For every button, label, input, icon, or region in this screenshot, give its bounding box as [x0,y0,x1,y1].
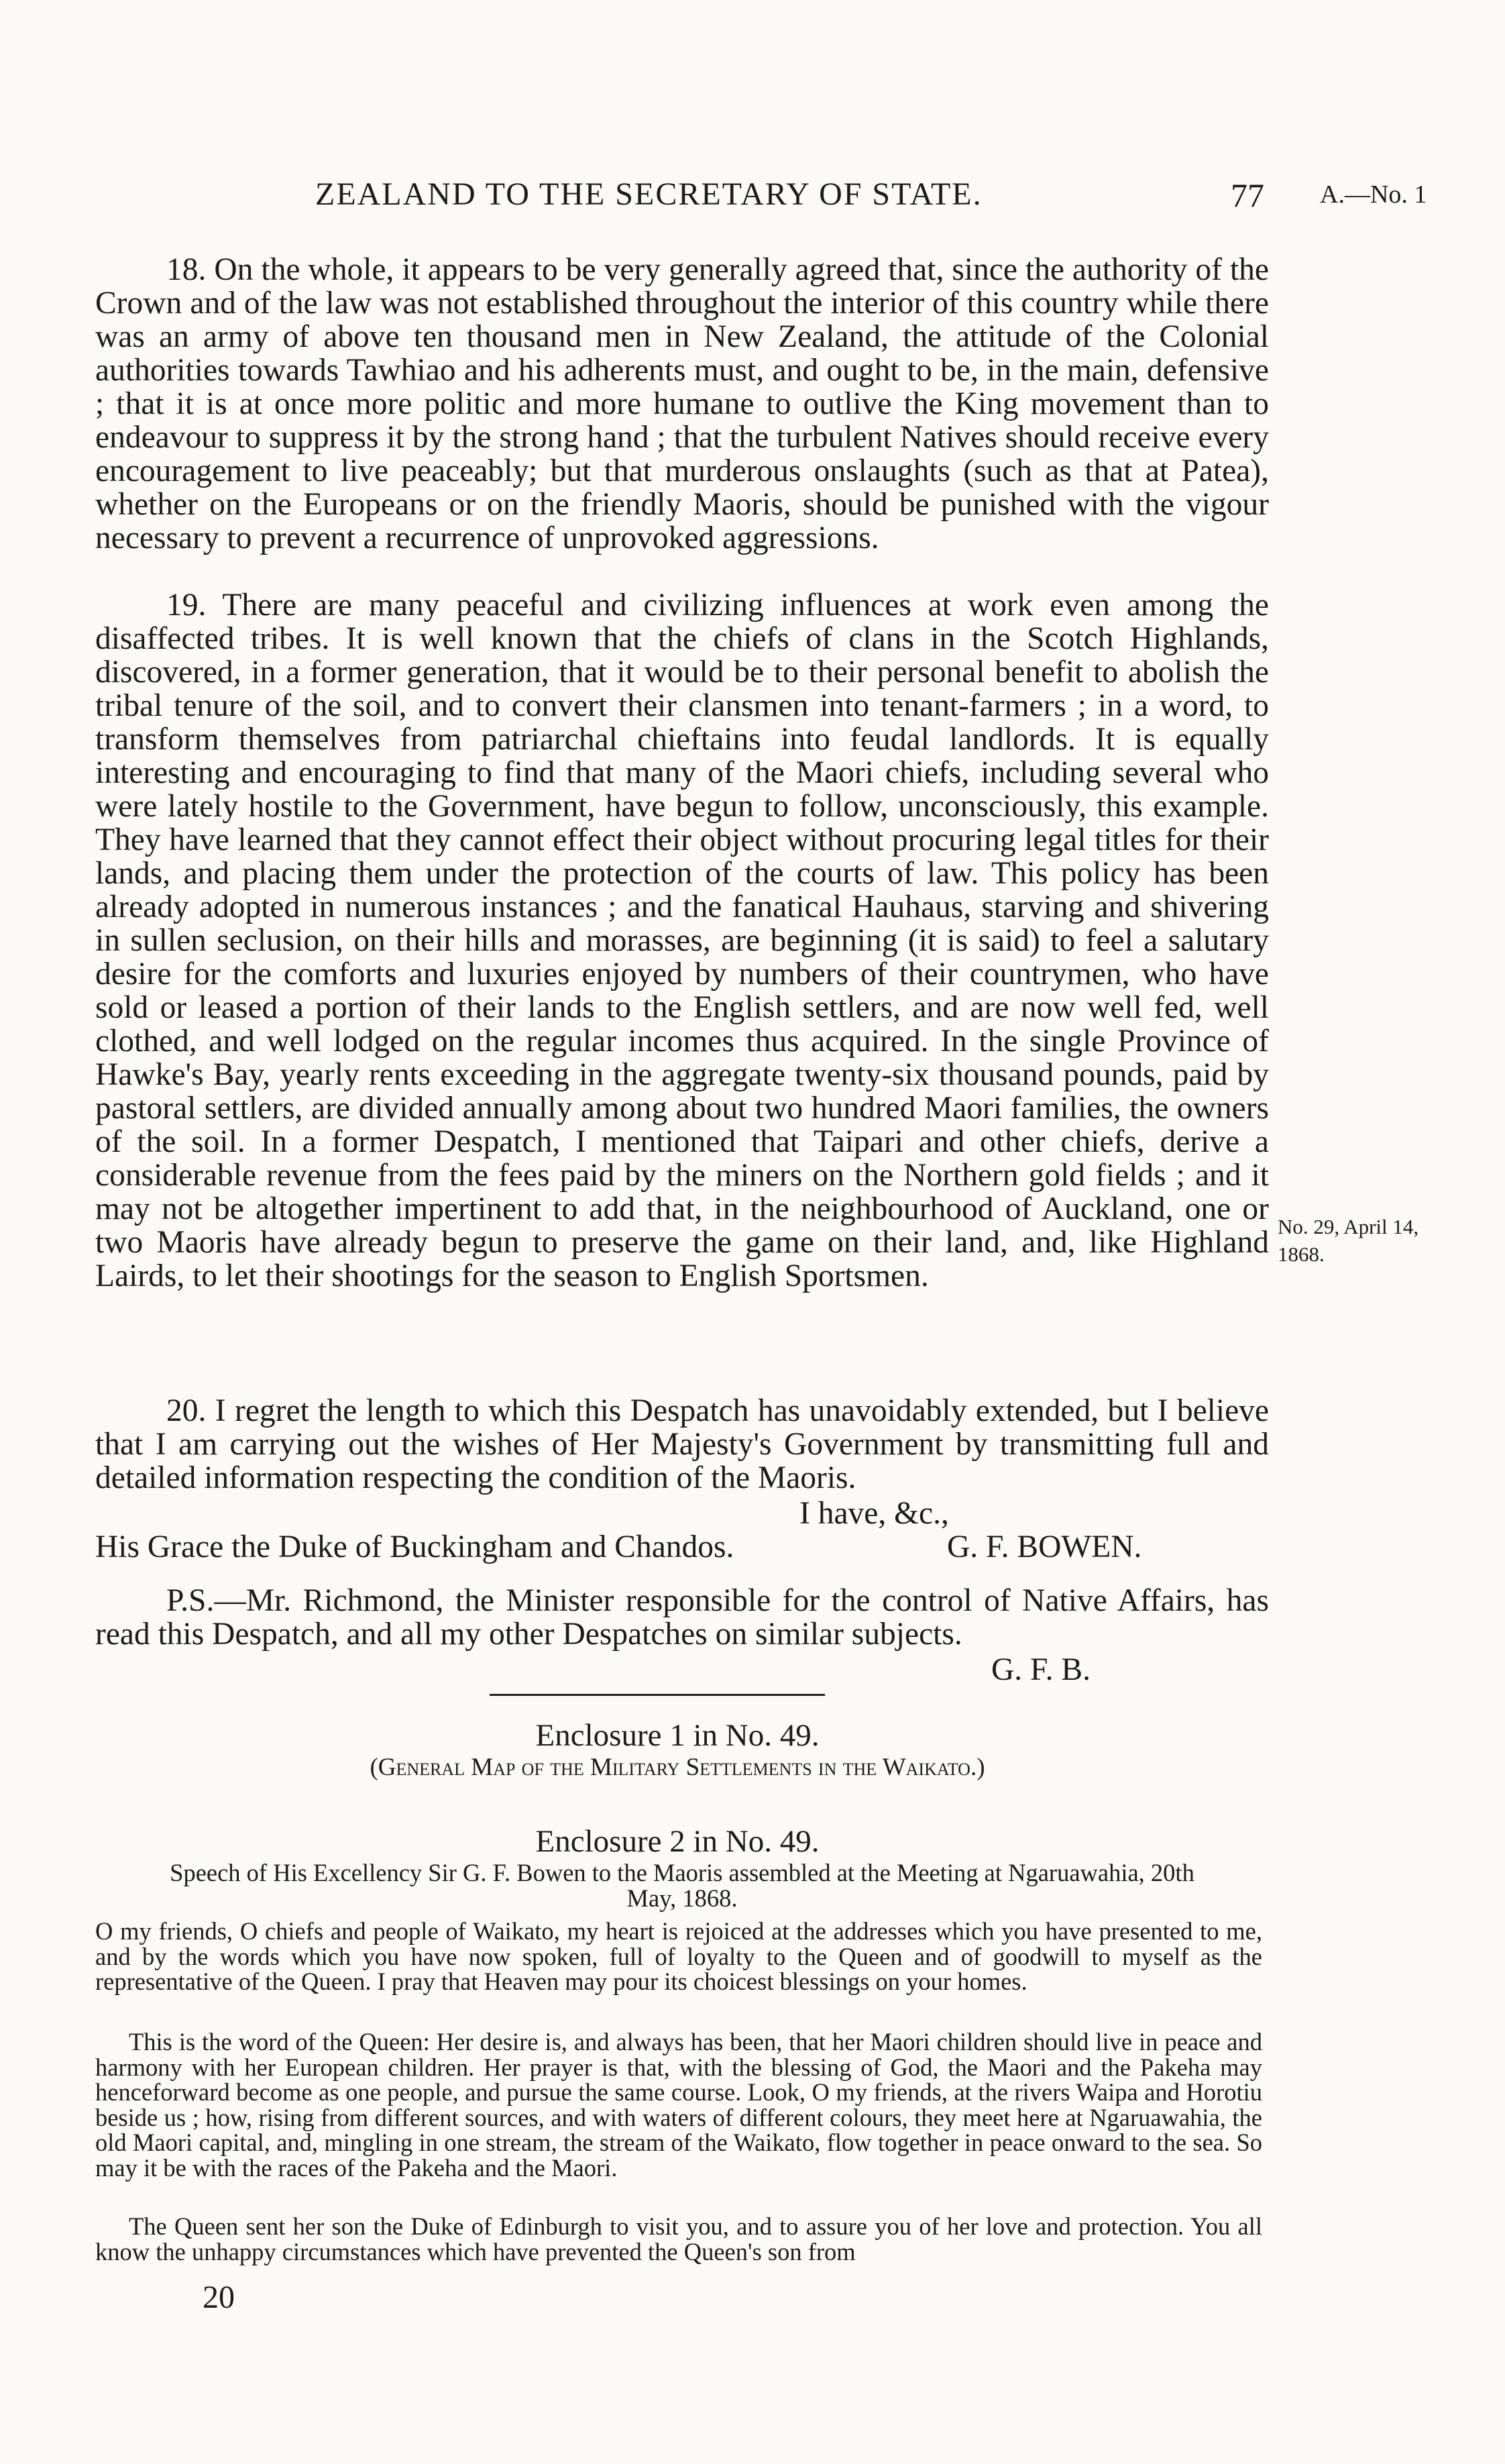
printer-signature-mark: 20 [203,2280,235,2315]
enclosure-1-title: Enclosure 1 in No. 49. [535,1718,820,1753]
signature: G. F. BOWEN. [947,1530,1142,1564]
page-number: 77 [1231,176,1264,214]
section-divider [490,1694,825,1696]
postscript-initials: G. F. B. [991,1652,1091,1687]
paragraph-20: 20. I regret the length to which this Despatch has unavoidably extended, but I believe that I am carrying out the wishes of Her Majesty's Government by transmitting full and detailed information respecting the condition of the Maoris. [95,1393,1269,1495]
postscript: P.S.—Mr. Richmond, the Minister responsible for the control of Native Affairs, has read this Despatch, and all my other Despatches on similar subjects. [95,1583,1269,1652]
speech-heading: Speech of His Excellency Sir G. F. Bowen to the Maoris assembled at the Meeting at Ngaruawahia, 20th May, 1868. [170,1859,1194,1912]
margin-note [1278,1213,1499,1268]
paragraph-19: 19. There are many peaceful and civilizing influences at work even among the disaffected tribes. It is well known that the chiefs of clans in the Scotch Highlands, discovered, in a former generation, that it would be to their personal benefit to abolish the tribal tenure of the soil, and to convert their clansmen into tenant-farmers ; in a word, to transform themselves from patriarchal chieftains into feudal landlords. It is equally interesting and encouraging to find that many of the Maori chiefs, including several who were lately hostile to the Government, have begun to follow, unconsciously, this example. They have learned that they cannot effect their object without procuring legal titles for their lands, and placing them under the protection of the courts of law. This policy has been already adopted in numerous instances ; and the fanatical Hauhaus, starving and shivering in sullen seclusion, on their hills and morasses, are beginning (it is said) to feel a salutary desire for the comforts and luxuries enjoyed by numbers of their countrymen, who have sold or leased a portion of their lands to the English settlers, and are now well fed, well clothed, and well lodged on the regular incomes thus acquired. In the single Province of Hawke's Bay, yearly rents exceeding in the aggregate twenty-six thousand pounds, paid by pastoral settlers, are divided annually among about two hundred Maori families, the owners of the soil. In a former Despatch, I mentioned that Taipari and other chiefs, derive a considerable revenue from the fees paid by the miners on the Northern gold fields ; and it may not be altogether impertinent to add that, in the neighbourhood of Auckland, one or two Maoris have already begun to preserve the game on their land, and, like Highland Lairds, to let their shootings for the season to English Sportsmen. [95,588,1269,1293]
running-title: ZEALAND TO THE SECRETARY OF STATE. [315,176,983,212]
speech-paragraph-1: O my friends, O chiefs and people of Waikato, my heart is rejoiced at the addresses which you have presented to me, and by the words which you have now spoken, full of loyalty to the Queen and of goodwill to myself as the representative of the Queen. I pray that Heaven may pour its choicest blessings on your homes. [95,1917,1262,1996]
enclosure-1-subtitle: (General Map of the Military Settlements in the Waikato.) [370,1754,985,1781]
despatch-closing [95,1497,1269,1564]
speech-paragraph-2: This is the word of the Queen: Her desire is, and always has been, that her Maori children should live in peace and harmony with her European children. Her prayer is that, with the blessing of God, the Maori and the Pakeha may henceforward become as one people, and pursue the same course. Look, O my friends, at the rivers Waipa and Horotiu beside us ; how, rising from different sources, and with waters of different colours, they meet here at Ngaruawahia, the old Maori capital, and, mingling in one stream, the stream of the Waikato, flow together in peace onward to the sea. So may it be with the races of the Pakeha and the Maori. [95,2028,1262,2182]
enclosure-2-title: Enclosure 2 in No. 49. [535,1824,820,1859]
margin-note-year: 1868. [1278,1242,1325,1266]
running-header [0,176,1505,216]
margin-note-ref: No. 29, April 14, [1278,1215,1419,1238]
addressee: His Grace the Duke of Buckingham and Chandos. [95,1530,734,1564]
closing-phrase: I have, &c., [799,1496,949,1531]
speech-paragraph-3: The Queen sent her son the Duke of Edinburgh to visit you, and to assure you of her love and protection. You all know the unhappy circumstances which have prevented the Queen's son from [95,2212,1262,2265]
document-reference: A.—No. 1 [1320,180,1427,209]
paragraph-18: 18. On the whole, it appears to be very generally agreed that, since the authority of the Crown and of the law was not established throughout the interior of this country while there was an army of above ten thousand men in New Zealand, the attitude of the Colonial authorities towards Tawhiao and his adherents must, and ought to be, in the main, defensive ; that it is at once more politic and more humane to outlive the King movement than to endeavour to suppress it by the strong hand ; that the turbulent Natives should receive every encouragement to live peaceably; but that murderous onslaughts (such as that at Patea), whether on the Europeans or on the friendly Maoris, should be punished with the vigour necessary to prevent a recurrence of unprovoked aggressions. [95,252,1269,555]
